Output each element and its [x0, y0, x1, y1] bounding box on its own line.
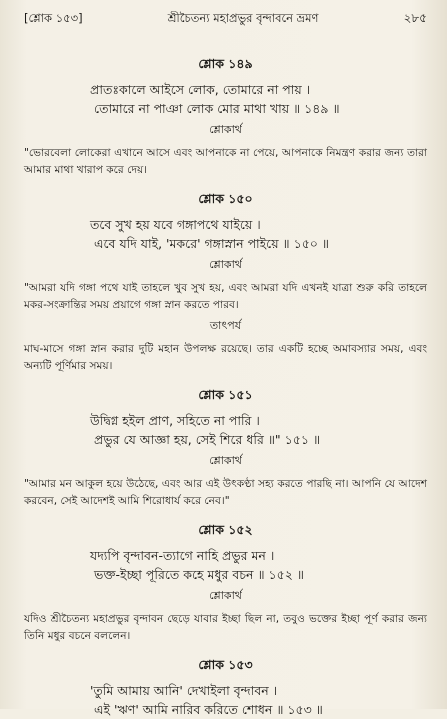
sloka-section [24, 387, 427, 510]
verse-line: প্রাতঃকালে আইসে লোক, তোমারে না পায় । [90, 82, 311, 97]
sloka-heading: শ্লোক ১৫২ [198, 522, 253, 537]
verse-block [24, 411, 427, 449]
sloka-heading: শ্লোক ১৫০ [198, 191, 253, 206]
verse-line: তোমারে না পাঞা লোক মোর মাথা খায় ॥ ১৪৯ ॥ [94, 101, 340, 116]
header-chapter-title: শ্রীচৈতন্য মহাপ্রভুর বৃন্দাবনে ভ্রমণ [167, 11, 319, 25]
translation-label: শ্লোকার্থ [209, 123, 242, 136]
verse-line: ভক্ত-ইচ্ছা পূরিতে কহে মধুর বচন ॥ ১৫২ ॥ [94, 567, 304, 582]
verse-line: এই 'ঋণ' আমি নারিব করিতে শোধন ॥ ১৫৩ ॥ [94, 702, 323, 717]
verse-line: এবে যদি যাই, 'মকরে' গঙ্গাস্নান পাইয়ে ॥ ১৫০ ॥ [94, 236, 329, 251]
running-header [24, 10, 427, 32]
translation-label: শ্লোকার্থ [209, 454, 242, 467]
sloka-section [24, 191, 427, 375]
purport-label: তাৎপর্য [209, 319, 242, 332]
translation-text: "আমার মন আকুল হয়ে উঠেছে, এবং আর এই উৎকণ্ঠা সহ্য করতে পারছি না। আপনি যে আদেশ করবেন, সেই আদেশই আমি শিরোধার্য করে নেব।" [24, 478, 427, 507]
verse-line: তবে সুখ হয় যবে গঙ্গাপথে যাইয়ে । [90, 217, 261, 232]
page-number: ২৮৫ [403, 11, 427, 25]
verse-block [24, 215, 427, 253]
sloka-section [24, 522, 427, 645]
translation-label: শ্লোকার্থ [209, 258, 242, 271]
sloka-heading: শ্লোক ১৫১ [198, 387, 253, 402]
translation-text: যদিও শ্রীচৈতন্য মহাপ্রভুর বৃন্দাবন ছেড়ে যাবার ইচ্ছা ছিল না, তবুও ভক্তের ইচ্ছা পূর্ণ করার জন্য তিনি মধুর বচনে বললেন। [24, 613, 427, 642]
sloka-heading: শ্লোক ১৫৩ [198, 657, 253, 672]
verse-line: প্রভুর যে আজ্ঞা হয়, সেই শিরে ধরি ॥" ১৫১ ॥ [94, 432, 321, 447]
header-verse-ref: [শ্লোক ১৫৩] [24, 11, 83, 25]
purport-text: মাঘ-মাসে গঙ্গা স্নান করার দুটি মহান উপলক্ষ রয়েছে। তার একটি হচ্ছে অমাবস্যার সময়, এবং অন্যটি পূর্ণিমার সময়। [24, 343, 427, 372]
sloka-section [24, 56, 427, 179]
verse-block [24, 546, 427, 584]
verse-block [24, 80, 427, 118]
verse-line: যদ্যপি বৃন্দাবন-ত্যাগে নাহি প্রভুর মন । [90, 548, 275, 563]
sloka-heading: শ্লোক ১৪৯ [198, 56, 253, 71]
translation-text: "ভোরবেলা লোকেরা এখানে আসে এবং আপনাকে না পেয়ে, আপনাকে নিমন্ত্রণ করার জন্য তারা আমার মাথা খারাপ করে দেয়। [24, 147, 427, 176]
sloka-section [24, 657, 427, 719]
verse-block [24, 681, 427, 719]
verse-line: উদ্বিগ্ন হইল প্রাণ, সহিতে না পারি । [90, 413, 260, 428]
translation-text: "আমরা যদি গঙ্গা পথে যাই তাহলে খুব সুখ হয়, এবং আমরা যদি এখনই যাত্রা শুরু করি তাহলে মকর-সংক্রান্তির সময় প্রয়াগে গঙ্গা স্নান করতে পারব। [24, 282, 427, 311]
translation-label: শ্লোকার্থ [209, 589, 242, 602]
verse-line: 'তুমি আমায় আনি' দেখাইলা বৃন্দাবন । [90, 683, 278, 698]
